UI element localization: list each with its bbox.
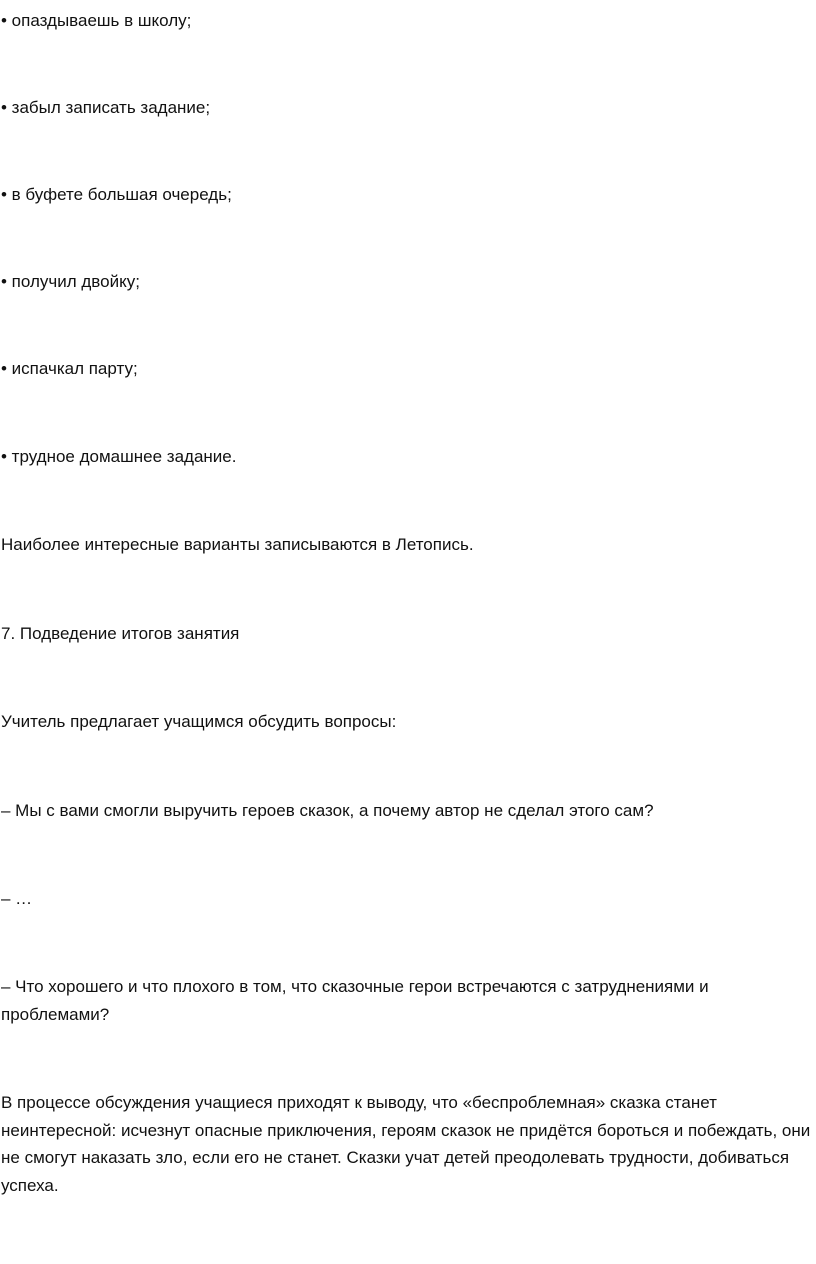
bullet-item: • испачкал парту; [1, 359, 138, 378]
intro-paragraph: Учитель предлагает учащимся обсудить вопросы: [1, 712, 397, 731]
question-item: – Что хорошего и что плохого в том, что сказочные герои встречаются с затруднениями и проблемами? [1, 977, 709, 1024]
bullet-item: • в буфете большая очередь; [1, 185, 232, 204]
question-item: – … [1, 889, 33, 908]
bullet-item: • получил двойку; [1, 272, 140, 291]
bullet-item: • забыл записать задание; [1, 98, 211, 117]
conclusion-paragraph: В процессе обсуждения учащиеся приходят к выводу, что «беспроблемная» сказка станет неинтересной: исчезнут опасные приключения, героям сказок не придётся бороться и побеждать, они не смогут наказать зло, если его не станет. Сказки учат детей преодолевать трудности, добиваться успеха. [1, 1093, 811, 1195]
bullet-item: • трудное домашнее задание. [1, 447, 237, 466]
note-paragraph: Наиболее интересные варианты записываются в Летопись. [1, 535, 474, 554]
bullet-item: • опаздываешь в школу; [1, 11, 192, 30]
question-item: – Мы с вами смогли выручить героев сказок, а почему автор не сделал этого сам? [1, 801, 654, 820]
section-heading: 7. Подведение итогов занятия [1, 624, 240, 643]
